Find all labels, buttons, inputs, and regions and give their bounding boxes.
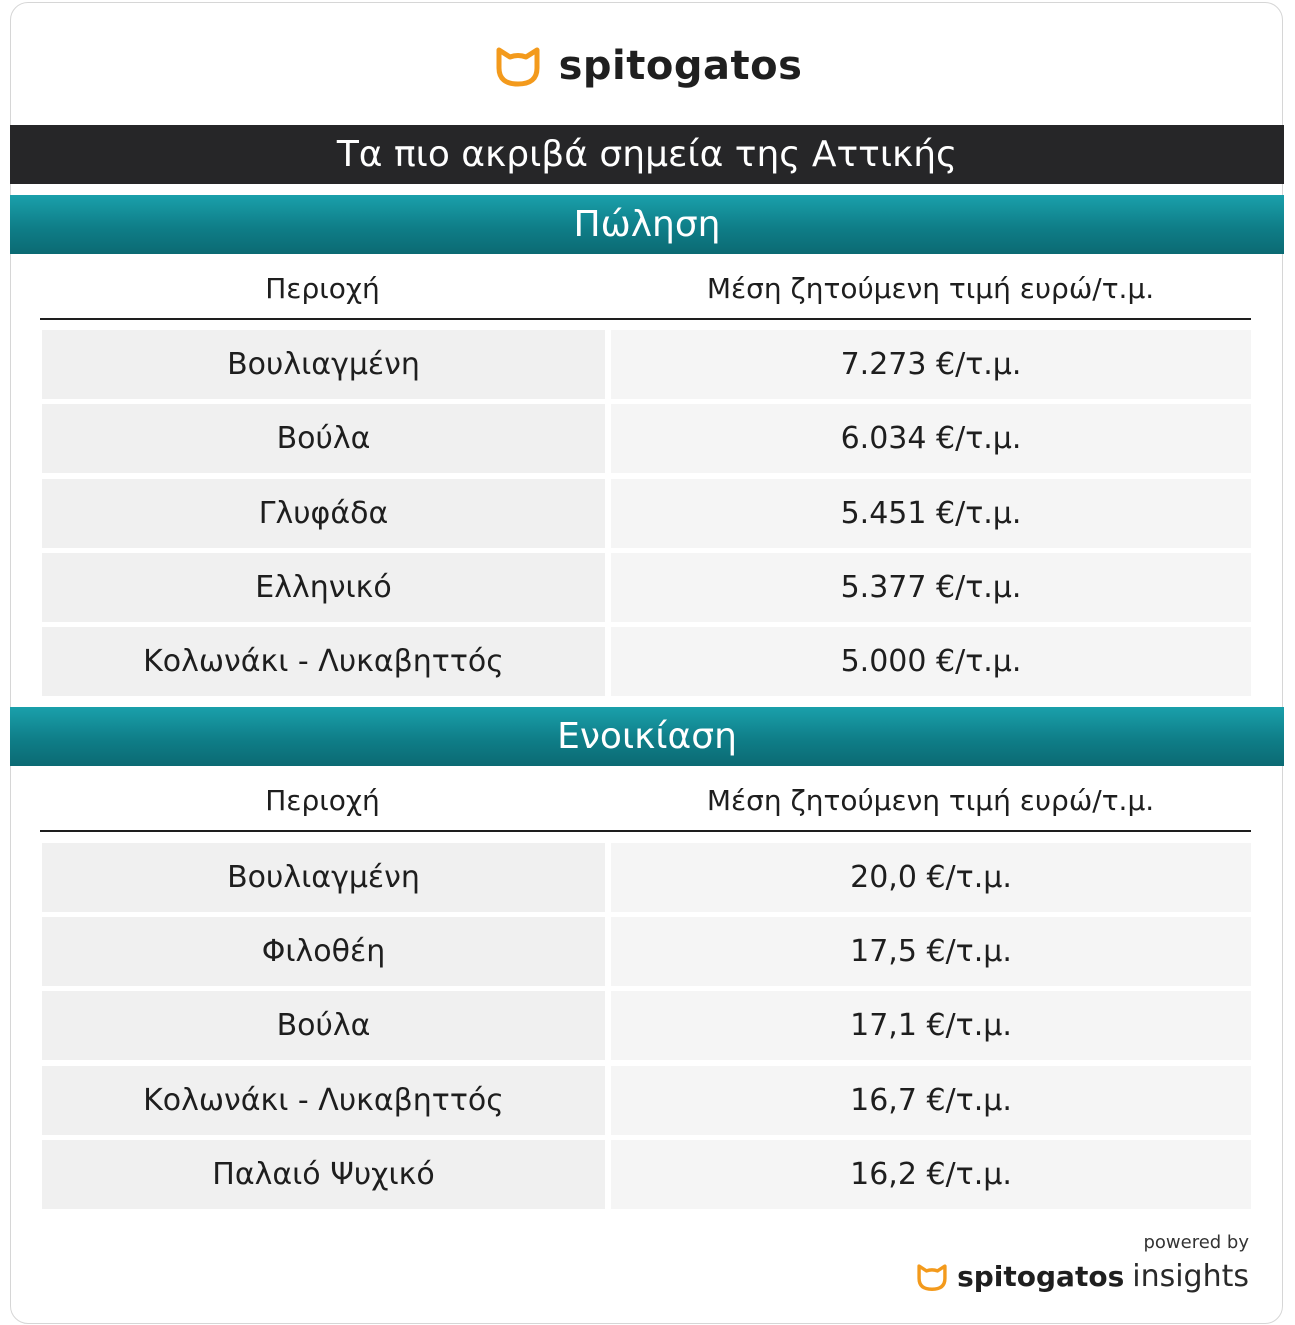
footer-logo bbox=[915, 1259, 1249, 1294]
header-divider bbox=[40, 318, 1251, 320]
column-header-area: Περιοχή bbox=[265, 272, 380, 305]
column-header-price: Μέση ζητούμενη τιμή ευρώ/τ.μ. bbox=[706, 784, 1155, 817]
table-cell-price: 17,1 €/τ.μ. bbox=[611, 991, 1251, 1060]
table-cell-price: 16,2 €/τ.μ. bbox=[611, 1140, 1251, 1209]
section-heading-rent: Ενοικίαση bbox=[10, 707, 1284, 766]
footer-brand: spitogatos bbox=[957, 1260, 1125, 1293]
table-cell-area: Βούλα bbox=[42, 991, 605, 1060]
table-cell-area: Ελληνικό bbox=[42, 553, 605, 622]
header-divider bbox=[40, 830, 1251, 832]
table-cell-price: 20,0 €/τ.μ. bbox=[611, 843, 1251, 912]
column-header-area: Περιοχή bbox=[265, 784, 380, 817]
table-cell-price: 5.451 €/τ.μ. bbox=[611, 479, 1251, 548]
table-cell-price: 5.000 €/τ.μ. bbox=[611, 627, 1251, 696]
table-cell-price: 17,5 €/τ.μ. bbox=[611, 917, 1251, 986]
table-cell-area: Βούλα bbox=[42, 404, 605, 473]
section-heading-sale: Πώληση bbox=[10, 195, 1284, 254]
table-cell-price: 16,7 €/τ.μ. bbox=[611, 1066, 1251, 1135]
brand-logo bbox=[0, 38, 1295, 94]
cat-head-icon bbox=[493, 44, 543, 88]
table-cell-area: Παλαιό Ψυχικό bbox=[42, 1140, 605, 1209]
table-cell-price: 6.034 €/τ.μ. bbox=[611, 404, 1251, 473]
table-cell-area: Κολωνάκι - Λυκαβηττός bbox=[42, 1066, 605, 1135]
table-cell-price: 7.273 €/τ.μ. bbox=[611, 330, 1251, 399]
table-cell-area: Βουλιαγμένη bbox=[42, 330, 605, 399]
brand-wordmark: spitogatos bbox=[558, 43, 803, 89]
footer-insights: insights bbox=[1132, 1259, 1249, 1294]
table-cell-area: Βουλιαγμένη bbox=[42, 843, 605, 912]
page-title: Τα πιο ακριβά σημεία της Αττικής bbox=[10, 125, 1284, 184]
cat-head-icon bbox=[915, 1262, 949, 1292]
table-cell-area: Κολωνάκι - Λυκαβηττός bbox=[42, 627, 605, 696]
table-cell-area: Φιλοθέη bbox=[42, 917, 605, 986]
table-cell-area: Γλυφάδα bbox=[42, 479, 605, 548]
table-cell-price: 5.377 €/τ.μ. bbox=[611, 553, 1251, 622]
footer-attribution bbox=[915, 1232, 1249, 1294]
powered-by-label: powered by bbox=[1143, 1232, 1249, 1253]
column-header-price: Μέση ζητούμενη τιμή ευρώ/τ.μ. bbox=[706, 272, 1155, 305]
